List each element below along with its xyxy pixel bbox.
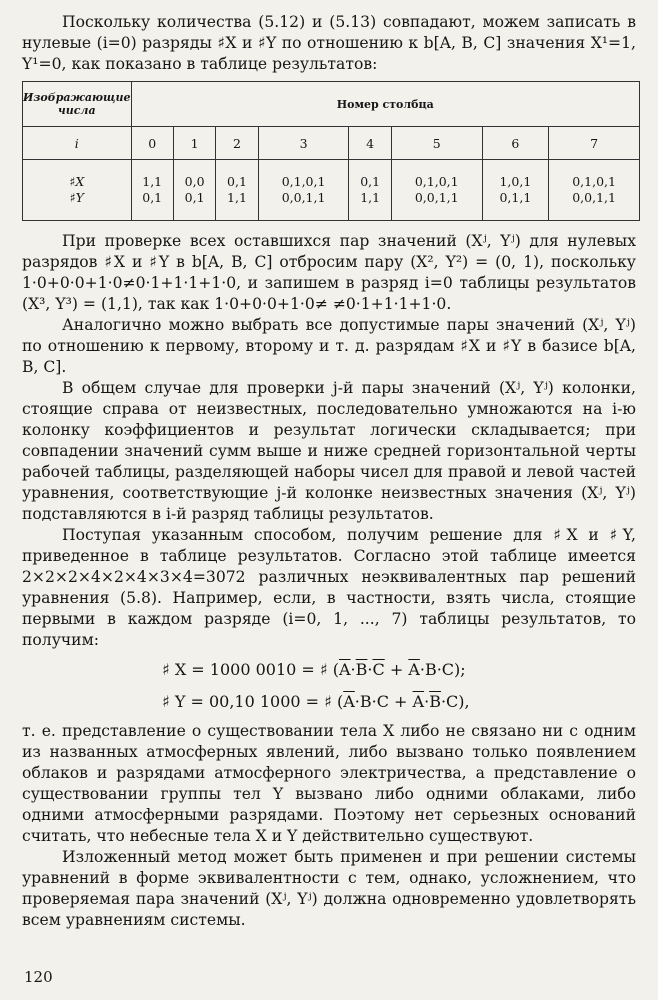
table-row: [23, 160, 640, 221]
formula-x: ♯ X = 1000 0010 = ♯ $(\overline{A}\cdot\overline{B}\cdot\overline{C} + \overline{A}\cdot B\cdot C)$;: [162, 660, 466, 679]
column-header: 4: [349, 127, 391, 160]
table-cell: 0,1,0,1 0,0,1,1: [549, 160, 640, 221]
table-cell: 0,1,0,1 0,0,1,1: [391, 160, 482, 221]
column-header: 3: [258, 127, 349, 160]
index-label: i: [23, 127, 132, 160]
column-header: 5: [391, 127, 482, 160]
paragraph: Изложенный метод может быть применен и при решении системы уравнений в форме эквивалентности с тем, однако, усложнением, что проверяемая пара значений (Xʲ, Yʲ) должна одновременно удовлетворять всем уравнениям системы.: [22, 848, 636, 929]
formula-y: ♯ Y = 00,10 1000 = ♯ $(\overline{A}\cdot B\cdot C + \overline{A}\cdot\overline{B}\cdot C)$,: [162, 692, 470, 711]
table-cell: 0,0 0,1: [173, 160, 215, 221]
paragraph: Поступая указанным способом, получим решение для ♯X и ♯Y, приведенное в таблице результатов. Согласно этой таблице имеется 2×2×2×4×2×4×3×4=3072 различных неэквивалентных пар решений уравнения (5.8). Например, если, в частности, взять числа, стоящие первыми в каждом разряде (i=0, 1, ..., 7) таблицы результатов, то получим:: [22, 526, 636, 649]
column-header: 2: [216, 127, 258, 160]
row-labels: [23, 160, 132, 221]
table-cell: 0,1 1,1: [216, 160, 258, 221]
column-header: 0: [131, 127, 173, 160]
table-cell: 1,0,1 0,1,1: [482, 160, 549, 221]
corner-label: Изображающие числа: [23, 82, 132, 127]
group-label: Номер столбца: [131, 82, 640, 127]
page-number: 120: [24, 968, 53, 986]
results-table: [22, 81, 640, 221]
column-header: 6: [482, 127, 549, 160]
table-cell: 0,1 1,1: [349, 160, 391, 221]
row-label-y: ♯Y: [69, 190, 84, 205]
table-cell: 0,1,0,1 0,0,1,1: [258, 160, 349, 221]
column-header: 1: [173, 127, 215, 160]
paragraph: т. е. представление о существовании тела X либо не связано ни с одним из названных атмосферных явлений, либо вызвано только появлением облаков и разрядами атмосферного электричества, а представление о существовании группы тел Y вызвано либо одними облаками, либо одними атмосферными разрядами. Поэтому нет серьезных оснований считать, что небесные тела X и Y действительно существуют.: [22, 722, 636, 845]
paragraph: При проверке всех оставшихся пар значений (Xʲ, Yʲ) для нулевых разрядов ♯X и ♯Y в b[A, B, C] отбросим пару (X², Y²) = (0, 1), поскольку 1·0+0·0+1·0≠0·1+1·1+1·0, и запишем в разряд i=0 таблицы результатов (X³, Y³) = (1,1), так как 1·0+0·0+1·0≠ ≠0·1+1·1+1·0.: [22, 232, 636, 313]
intro-paragraph: Поскольку количества (5.12) и (5.13) совпадают, можем записать в нулевые (i=0) разряды ♯X и ♯Y по отношению к b[A, B, C] значения X¹=1, Y¹=0, как показано в таблице результатов:: [22, 13, 636, 73]
column-header: 7: [549, 127, 640, 160]
table-cell: 1,1 0,1: [131, 160, 173, 221]
row-label-x: ♯X: [69, 174, 85, 189]
paragraph: В общем случае для проверки j-й пары значений (Xʲ, Yʲ) колонки, стоящие справа от неизвестных, последовательно умножаются на i-ю колонку коэффициентов и результат логически складывается; при совпадении значений сумм выше и ниже средней горизонтальной черты рабочей таблицы, разделяющей наборы чисел для правой и левой частей уравнения, соответствующие j-й колонке неизвестных значения (Xʲ, Yʲ) подставляются в i-й разряд таблицы результатов.: [22, 379, 636, 523]
formula-block: [22, 657, 636, 715]
paragraph: Аналогично можно выбрать все допустимые пары значений (Xʲ, Yʲ) по отношению к первому, второму и т. д. разрядам ♯X и ♯Y в базисе b[A, B, C].: [22, 316, 636, 376]
